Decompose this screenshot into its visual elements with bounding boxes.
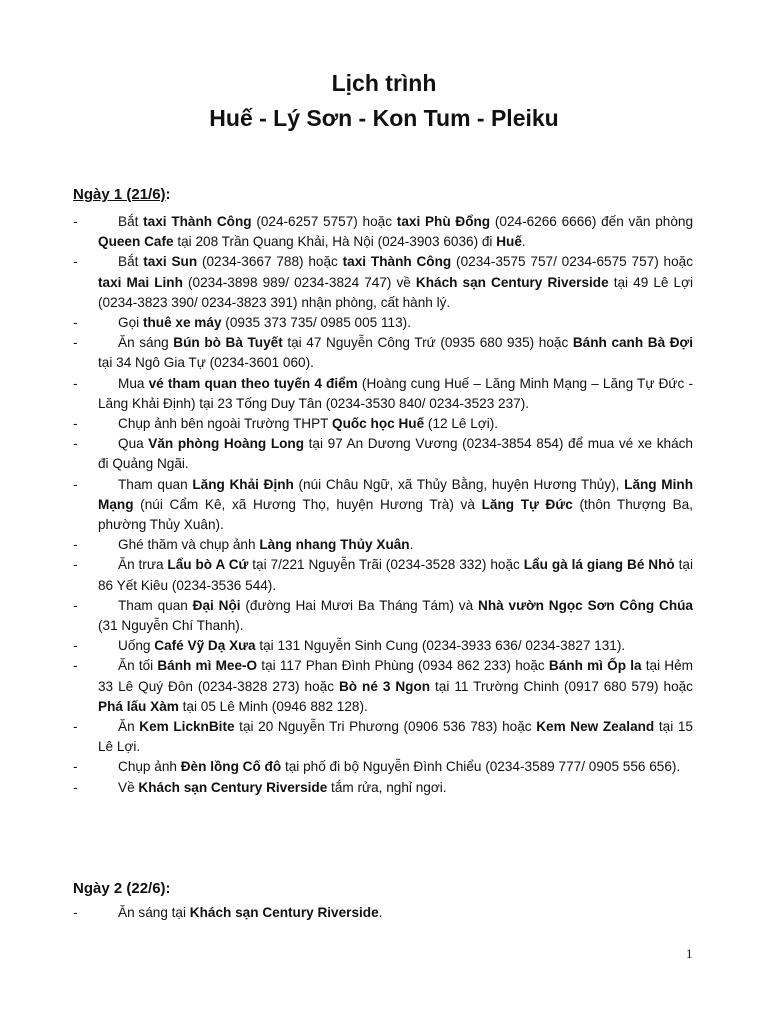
place-name: Văn phòng Hoàng Long: [148, 436, 305, 452]
place-name: Lăng Khải Định: [192, 476, 294, 492]
place-name: Đèn lồng Cố đô: [180, 759, 282, 775]
bullet-dash: -: [73, 658, 78, 674]
place-name: Bò né 3 Ngon: [338, 678, 431, 694]
place-name: Lẩu bò A Cứ: [167, 557, 249, 573]
bullet-dash: -: [73, 315, 78, 331]
item-text: tại 97 An Dương Vương (0234-3854 854) để mua vé xe khách đi Quảng Ngãi.: [98, 436, 693, 472]
item-text: tại 208 Trần Quang Khải, Hà Nội (024-3903 6036) đi: [173, 234, 497, 250]
place-name: thuê xe máy: [142, 315, 222, 331]
place-name: taxi Thành Công: [342, 254, 452, 270]
place-name: Queen Cafe: [98, 234, 174, 250]
item-text: tại 117 Phan Đình Phùng (0934 862 233) hoặc: [257, 658, 549, 674]
item-text: (Hoàng cung Huế – Lăng Minh Mạng – Lăng Tự Đức - Lăng Khải Định) tại 23 Tống Duy Tân (0234-3530 840/ 0234-3523 237).: [98, 375, 693, 411]
item-text: (12 Lê Lợi).: [424, 416, 499, 432]
bullet-dash: -: [73, 335, 78, 351]
item-text: (núi Cẩm Kê, xã Hương Thọ, huyện Hương Trà) và: [133, 496, 482, 512]
item-text: (024-6257 5757) hoặc: [251, 214, 397, 229]
document-subtitle: Huế - Lý Sơn - Kon Tum - Pleiku: [209, 105, 559, 131]
item-text: Tham quan: [118, 597, 193, 613]
itinerary-item: [73, 656, 693, 717]
item-text: tại 7/221 Nguyễn Trãi (0234-3528 332) hoặc: [248, 557, 524, 573]
place-name: Lẩu gà lá giang Bé Nhỏ: [523, 557, 675, 573]
bullet-dash: -: [73, 719, 78, 735]
item-text: (31 Nguyễn Chí Thanh).: [98, 618, 244, 634]
place-name: Nhà vườn Ngọc Sơn Công Chúa: [478, 597, 693, 613]
place-name: vé tham quan theo tuyến 4 điểm: [148, 375, 358, 391]
item-text: tại 49 Lê Lợi (0234-3823 390/ 0234-3823 391) nhận phòng, cất hành lý.: [98, 274, 694, 310]
place-name: Bánh canh Bà Đợi: [572, 335, 693, 351]
place-name: Khách sạn Century Riverside: [415, 274, 609, 290]
itinerary-item: [73, 717, 693, 757]
bullet-dash: -: [73, 638, 78, 654]
itinerary-item: [73, 434, 693, 474]
item-text: Bắt: [118, 214, 144, 229]
place-name: Lăng Minh Mạng: [98, 476, 693, 512]
item-text: tại 15 Lê Lợi.: [98, 719, 693, 755]
item-text: Ăn tối: [118, 658, 158, 674]
place-name: Quốc học Huế: [332, 416, 425, 432]
day-2-heading: Ngày 2 (22/6):: [73, 880, 171, 897]
place-name: taxi Mai Linh: [98, 274, 183, 290]
place-name: Phá lấu Xàm: [98, 698, 179, 714]
bullet-dash: -: [73, 436, 78, 452]
document-title: Lịch trình: [331, 70, 437, 96]
item-text: .: [521, 234, 526, 250]
place-name: Café Vỹ Dạ Xưa: [154, 638, 256, 654]
itinerary-item: [73, 374, 693, 414]
place-name: Kem New Zealand: [536, 719, 655, 735]
item-text: (0234-3575 757/ 0234-6575 757) hoặc: [451, 254, 694, 270]
bullet-dash: -: [73, 375, 78, 391]
item-text: tại 34 Ngô Gia Tự (0234-3601 060).: [98, 355, 314, 371]
itinerary-item: [73, 475, 693, 536]
place-name: Khách sạn Century Riverside: [138, 779, 328, 795]
item-text: tại 20 Nguyễn Tri Phương (0906 536 783) hoặc: [234, 719, 537, 735]
bullet-dash: -: [73, 905, 78, 920]
bullet-dash: -: [73, 214, 78, 229]
item-text: tại 131 Nguyễn Sinh Cung (0234-3933 636/ 0234-3827 131).: [255, 638, 626, 654]
place-name: taxi Thành Công: [143, 214, 252, 229]
day-2-itinerary-list: [73, 903, 693, 923]
itinerary-item: [73, 636, 693, 656]
bullet-dash: -: [73, 416, 78, 432]
place-name: taxi Sun: [143, 254, 198, 270]
item-text: (đường Hai Mươi Ba Tháng Tám) và: [240, 597, 479, 613]
itinerary-item: [73, 333, 693, 373]
place-name: Đại Nội: [192, 597, 241, 613]
place-name: taxi Phù Đổng: [396, 214, 491, 229]
place-name: Bánh mì Ốp la: [548, 658, 642, 674]
bullet-dash: -: [73, 557, 78, 573]
page-number: 1: [686, 946, 693, 961]
itinerary-item: [73, 757, 693, 777]
item-text: Chụp ảnh: [118, 759, 181, 775]
item-text: .: [378, 905, 383, 920]
bullet-dash: -: [73, 254, 78, 270]
itinerary-item: [73, 596, 693, 636]
item-text: Ghé thăm và chụp ảnh: [118, 537, 260, 553]
itinerary-item: [73, 778, 693, 798]
item-text: tại Hẻm 33 Lê Quý Đôn (0234-3828 273) hoặc: [98, 658, 693, 694]
item-text: tại 47 Nguyễn Công Trứ (0935 680 935) hoặc: [282, 335, 573, 351]
item-text: (0935 373 735/ 0985 005 113).: [221, 315, 411, 331]
bullet-dash: -: [73, 759, 78, 775]
item-text: tại 86 Yết Kiêu (0234-3536 544).: [98, 557, 693, 593]
place-name: Khách sạn Century Riverside: [189, 905, 379, 920]
day-1-itinerary-list: [73, 212, 693, 798]
place-name: Kem LicknBite: [139, 719, 235, 735]
item-text: Chụp ảnh bên ngoài Trường THPT: [118, 416, 332, 432]
item-text: tại 11 Trường Chinh (0917 680 579) hoặc: [430, 678, 693, 694]
item-text: (0234-3667 788) hoặc: [197, 254, 343, 270]
itinerary-item: [73, 555, 693, 595]
place-name: Bún bò Bà Tuyết: [173, 335, 283, 351]
place-name: Huế: [496, 234, 522, 250]
item-text: tại 05 Lê Minh (0946 882 128).: [178, 698, 368, 714]
place-name: Làng nhang Thủy Xuân: [259, 537, 410, 553]
bullet-dash: -: [73, 476, 78, 492]
place-name: Bánh mì Mee-O: [157, 658, 258, 674]
day-1-heading: Ngày 1 (21/6):: [73, 186, 171, 203]
item-text: Qua: [118, 436, 149, 452]
bullet-dash: -: [73, 779, 78, 795]
place-name: Lăng Tự Đức: [481, 496, 573, 512]
itinerary-item: [73, 212, 693, 252]
item-text: (024-6266 6666) đến văn phòng: [490, 214, 693, 229]
item-text: Tham quan: [118, 476, 193, 492]
item-text: Ăn sáng: [118, 335, 174, 351]
item-text: (núi Châu Ngữ, xã Thủy Bằng, huyện Hương Thủy),: [293, 476, 625, 492]
itinerary-item: [73, 535, 693, 555]
itinerary-item: [73, 252, 693, 313]
item-text: Ăn: [118, 719, 140, 735]
item-text: (0234-3898 989/ 0234-3824 747) về: [182, 274, 416, 290]
item-text: Mua: [118, 375, 149, 391]
item-text: Về: [118, 779, 139, 795]
item-text: tắm rửa, nghỉ ngơi.: [327, 779, 447, 795]
item-text: .: [409, 537, 414, 553]
itinerary-item: [73, 313, 693, 333]
item-text: Gọi: [118, 315, 143, 331]
item-text: tại phố đi bộ Nguyễn Đình Chiểu (0234-3589 777/ 0905 556 656).: [281, 759, 681, 775]
bullet-dash: -: [73, 537, 78, 553]
itinerary-item: [73, 903, 693, 923]
bullet-dash: -: [73, 597, 78, 613]
item-text: Ăn trưa: [118, 557, 168, 573]
item-text: (thôn Thượng Ba, phường Thủy Xuân).: [98, 496, 693, 533]
item-text: Bắt: [118, 254, 144, 270]
item-text: Uống: [118, 638, 155, 654]
itinerary-item: [73, 414, 693, 434]
item-text: Ăn sáng tại: [118, 905, 190, 920]
